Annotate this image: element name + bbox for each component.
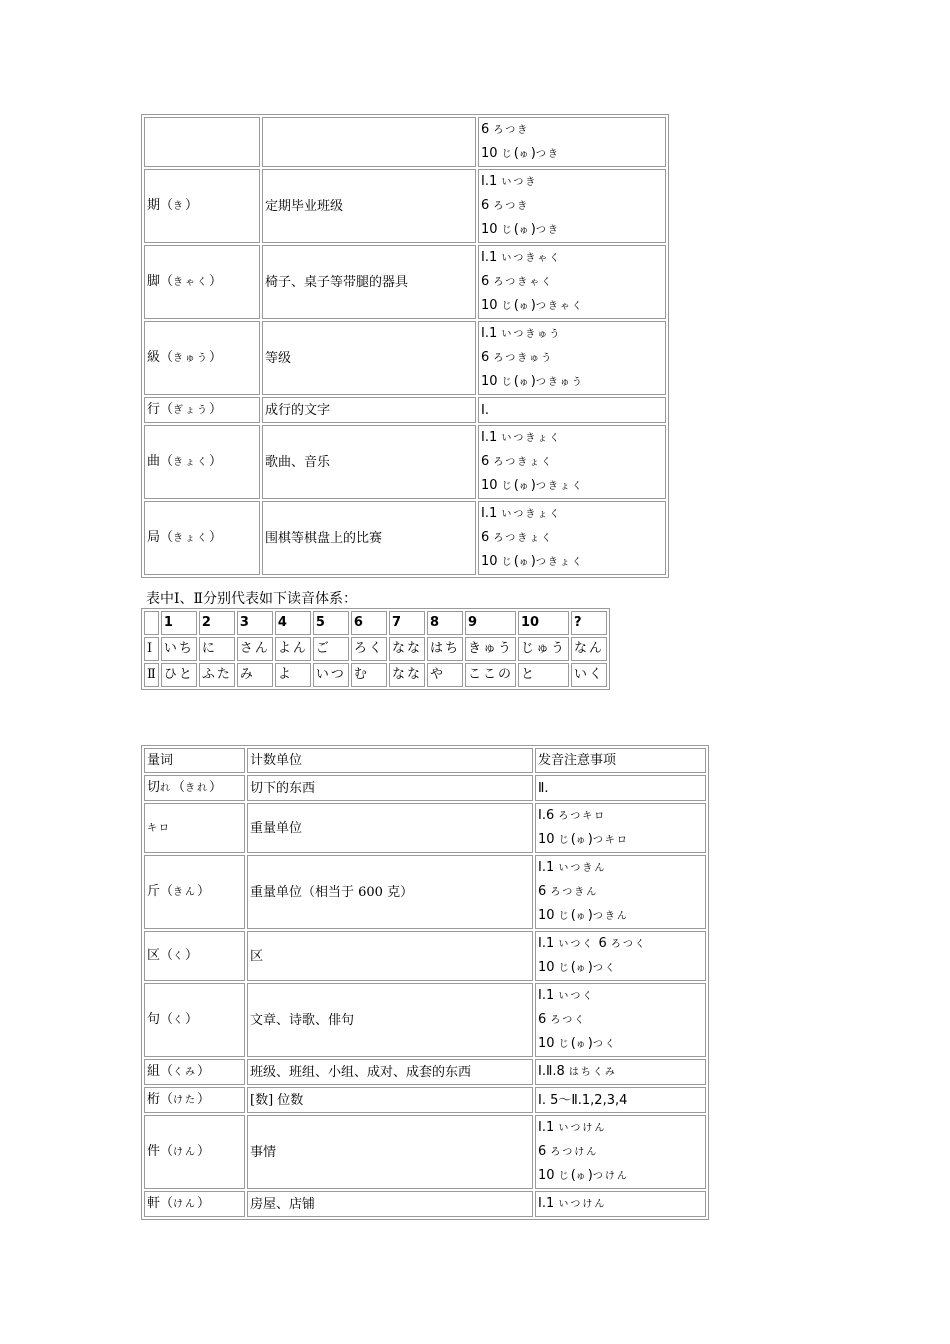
counter-word: 脚（きゃく） — [144, 245, 260, 319]
pronunciation-line: 6 ろつきん — [538, 884, 599, 899]
table-row — [144, 1059, 706, 1085]
counter-meaning: 切下的东西 — [247, 775, 533, 801]
pronunciation-line: Ⅰ.1 いつきょく — [481, 430, 562, 445]
pronunciation-line: 10 じ(ゅ)つきん — [538, 908, 629, 923]
reading-cell: に — [199, 637, 235, 661]
reading-cell: よん — [275, 637, 311, 661]
counter-meaning: [数] 位数 — [247, 1087, 533, 1113]
counter-word: キロ — [144, 803, 245, 853]
counter-word: 曲（きょく） — [144, 425, 260, 499]
reading-cell: ふた — [199, 663, 235, 687]
reading-cell: 1 — [161, 611, 197, 635]
counter-meaning: 围棋等棋盘上的比赛 — [262, 501, 476, 575]
pronunciation-notes — [478, 169, 666, 243]
pronunciation-notes — [478, 117, 666, 167]
reading-cell: ご — [313, 637, 349, 661]
reading-cell: 8 — [427, 611, 463, 635]
reading-cell: ここの — [465, 663, 516, 687]
table-row — [144, 931, 706, 981]
pronunciation-notes — [478, 397, 666, 423]
counter-meaning: 重量单位 — [247, 803, 533, 853]
reading-cell: いく — [571, 663, 607, 687]
pronunciation-notes — [478, 425, 666, 499]
pronunciation-notes — [478, 245, 666, 319]
table-row — [144, 397, 666, 423]
pronunciation-line: Ⅰ.1 いつき — [481, 174, 538, 189]
pronunciation-line: Ⅰ.1 いつけん — [538, 1120, 607, 1135]
table-row — [144, 117, 666, 167]
pronunciation-line: 6 ろつきゅう — [481, 350, 554, 365]
pronunciation-line: 6 ろつきょく — [481, 454, 554, 469]
counter-word: 切れ（きれ） — [144, 775, 245, 801]
table2-row-1 — [144, 637, 607, 661]
reading-cell: み — [237, 663, 273, 687]
reading-cell: 6 — [351, 611, 387, 635]
pronunciation-line: 10 じ(ゅ)つき — [481, 222, 560, 237]
table-row — [144, 425, 666, 499]
table-row — [144, 1087, 706, 1113]
reading-cell: 4 — [275, 611, 311, 635]
reading-cell: と — [518, 663, 569, 687]
pronunciation-line: 6 ろつき — [481, 122, 530, 137]
pronunciation-notes — [535, 1087, 706, 1113]
pronunciation-notes — [478, 321, 666, 395]
pronunciation-line: Ⅰ.1 いつく — [538, 988, 595, 1003]
table3-body — [144, 775, 706, 1217]
pronunciation-line: 10 じ(ゅ)つキロ — [538, 832, 629, 847]
reading-cell: む — [351, 663, 387, 687]
reading-cell: いち — [161, 637, 197, 661]
pronunciation-notes — [535, 983, 706, 1057]
reading-cell: 5 — [313, 611, 349, 635]
reading-cell: いつ — [313, 663, 349, 687]
pronunciation-line: 6 ろつきゃく — [481, 274, 554, 289]
table-row — [144, 855, 706, 929]
table-row — [144, 775, 706, 801]
reading-cell: はち — [427, 637, 463, 661]
pronunciation-line: 6 ろつく — [538, 1012, 587, 1027]
pronunciation-line: 10 じ(ゅ)つきゃく — [481, 298, 584, 313]
pronunciation-notes — [535, 855, 706, 929]
counter-meaning — [262, 117, 476, 167]
pronunciation-line: Ⅰ.6 ろつキロ — [538, 808, 607, 823]
reading-cell: ひと — [161, 663, 197, 687]
reading-cell: Ⅰ — [144, 637, 159, 661]
pronunciation-line: 10 じ(ゅ)つきょく — [481, 554, 584, 569]
counter-word: 斤（きん） — [144, 855, 245, 929]
reading-cell: 10 — [518, 611, 569, 635]
pronunciation-notes — [535, 803, 706, 853]
counter-meaning: 重量单位（相当于 600 克） — [247, 855, 533, 929]
pronunciation-line: 6 ろつけん — [538, 1144, 599, 1159]
reading-cell: 9 — [465, 611, 516, 635]
counter-meaning: 椅子、桌子等带腿的器具 — [262, 245, 476, 319]
header-cell: 量词 — [144, 748, 245, 773]
pronunciation-notes — [535, 931, 706, 981]
counter-word: 軒（けん） — [144, 1191, 245, 1217]
counter-meaning: 班级、班组、小组、成对、成套的东西 — [247, 1059, 533, 1085]
counter-word: 行（ぎょう） — [144, 397, 260, 423]
counter-meaning: 房屋、店铺 — [247, 1191, 533, 1217]
table-row — [144, 1191, 706, 1217]
pronunciation-line: 10 じ(ゅ)つき — [481, 146, 560, 161]
reading-cell — [144, 611, 159, 635]
pronunciation-line: Ⅰ. — [481, 402, 489, 418]
reading-cell: さん — [237, 637, 273, 661]
counter-meaning: 定期毕业班级 — [262, 169, 476, 243]
pronunciation-line: 10 じ(ゅ)つきょく — [481, 478, 584, 493]
reading-cell: ろく — [351, 637, 387, 661]
reading-cell: 7 — [389, 611, 425, 635]
counter-meaning: 成行的文字 — [262, 397, 476, 423]
pronunciation-line: Ⅰ.1 いつけん — [538, 1196, 607, 1211]
reading-cell: よ — [275, 663, 311, 687]
reading-system-table — [141, 608, 610, 690]
counter-word: 組（くみ） — [144, 1059, 245, 1085]
pronunciation-line: Ⅰ.1 いつきょく — [481, 506, 562, 521]
pronunciation-line: Ⅰ.1 いつきん — [538, 860, 607, 875]
reading-system-caption: 表中Ⅰ、Ⅱ分别代表如下读音体系： — [146, 591, 358, 607]
counter-word: 件（けん） — [144, 1115, 245, 1189]
counter-word — [144, 117, 260, 167]
table-row — [144, 321, 666, 395]
header-cell: 发音注意事项 — [535, 748, 706, 773]
reading-cell: なな — [389, 663, 425, 687]
pronunciation-line: 10 じ(ゅ)つきゅう — [481, 374, 584, 389]
reading-cell: Ⅱ — [144, 663, 159, 687]
pronunciation-notes — [535, 775, 706, 801]
table-row — [144, 501, 666, 575]
reading-cell: なな — [389, 637, 425, 661]
pronunciation-line: 10 じ(ゅ)つく — [538, 960, 617, 975]
pronunciation-line: Ⅰ.1 いつきゃく — [481, 250, 562, 265]
header-cell: 计数单位 — [247, 748, 533, 773]
table2-row-2 — [144, 663, 607, 687]
counter-table-1 — [141, 114, 669, 578]
table-row — [144, 169, 666, 243]
reading-cell: 3 — [237, 611, 273, 635]
pronunciation-line: Ⅰ.1 いつきゅう — [481, 326, 562, 341]
counter-word: 局（きょく） — [144, 501, 260, 575]
pronunciation-line: 6 ろつき — [481, 198, 530, 213]
pronunciation-line: Ⅰ. 5～Ⅱ.1,2,3,4 — [538, 1092, 628, 1108]
counter-word: 期（き） — [144, 169, 260, 243]
pronunciation-notes — [478, 501, 666, 575]
table-row — [144, 1115, 706, 1189]
counter-meaning: 区 — [247, 931, 533, 981]
reading-cell: ? — [571, 611, 607, 635]
reading-cell: じゅう — [518, 637, 569, 661]
reading-cell: 2 — [199, 611, 235, 635]
pronunciation-line: Ⅰ.Ⅱ.8 はちくみ — [538, 1064, 617, 1079]
table-row — [144, 245, 666, 319]
table1-body — [144, 117, 666, 575]
table-row — [144, 803, 706, 853]
table-row — [144, 983, 706, 1057]
counter-table-2 — [141, 745, 709, 1220]
counter-word: 級（きゅう） — [144, 321, 260, 395]
counter-meaning: 歌曲、音乐 — [262, 425, 476, 499]
counter-meaning: 事情 — [247, 1115, 533, 1189]
reading-cell: や — [427, 663, 463, 687]
reading-cell: なん — [571, 637, 607, 661]
pronunciation-notes — [535, 1115, 706, 1189]
reading-cell: きゅう — [465, 637, 516, 661]
table2-header-row — [144, 611, 607, 635]
pronunciation-line: 6 ろつきょく — [481, 530, 554, 545]
counter-word: 桁（けた） — [144, 1087, 245, 1113]
counter-word: 句（く） — [144, 983, 245, 1057]
pronunciation-notes — [535, 1191, 706, 1217]
pronunciation-notes — [535, 1059, 706, 1085]
table3-header-row — [144, 748, 706, 773]
pronunciation-line: Ⅰ.1 いつく 6 ろつく — [538, 936, 647, 951]
counter-meaning: 文章、诗歌、俳句 — [247, 983, 533, 1057]
pronunciation-line: 10 じ(ゅ)つけん — [538, 1168, 629, 1183]
counter-word: 区（く） — [144, 931, 245, 981]
pronunciation-line: Ⅱ. — [538, 780, 549, 796]
counter-meaning: 等级 — [262, 321, 476, 395]
pronunciation-line: 10 じ(ゅ)つく — [538, 1036, 617, 1051]
